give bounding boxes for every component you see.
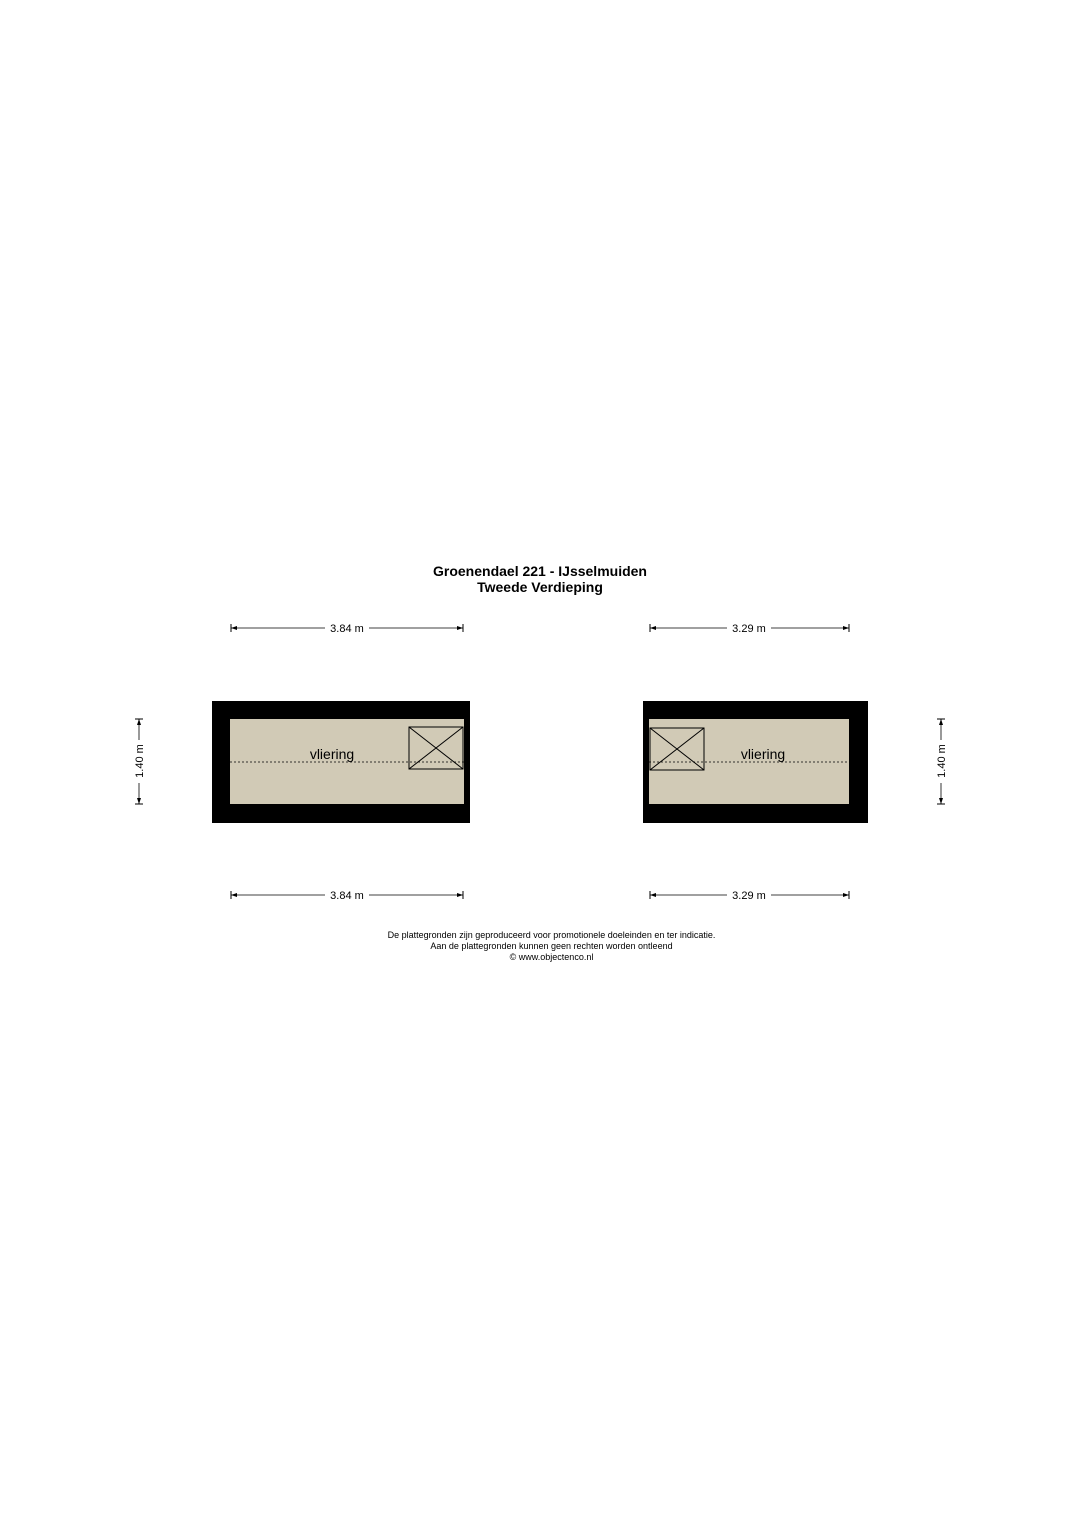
dimension-right-bottom [650,890,849,902]
floor-name: Tweede Verdieping [477,579,603,595]
left-room-label: vliering [309,746,355,762]
dimension-right-height-label: 1.40 m [936,744,948,778]
dimension-left-top [231,623,463,635]
right-room [643,701,868,823]
right-room-label: vliering [740,746,786,762]
dimension-right-bottom-label: 3.29 m [732,890,766,902]
dimension-right-top [650,623,849,635]
disclaimer-line-2: Aan de plattegronden kunnen geen rechten worden ontleend [430,941,673,951]
dimension-left-height [134,719,146,804]
left-room [212,701,470,823]
dimension-right-height [936,719,948,804]
dimension-left-bottom-label: 3.84 m [330,890,364,902]
dimension-left-height-label: 1.40 m [134,744,146,778]
dimension-right-top-label: 3.29 m [732,623,766,635]
copyright-link[interactable]: © www.objectenco.nl [509,952,594,962]
plan-title: Groenendael 221 - IJsselmuiden [433,563,647,579]
disclaimer-line-1: De plattegronden zijn geproduceerd voor promotionele doeleinden en ter indicatie. [387,930,716,940]
dimension-left-bottom [231,890,463,902]
dimension-left-top-label: 3.84 m [330,623,364,635]
